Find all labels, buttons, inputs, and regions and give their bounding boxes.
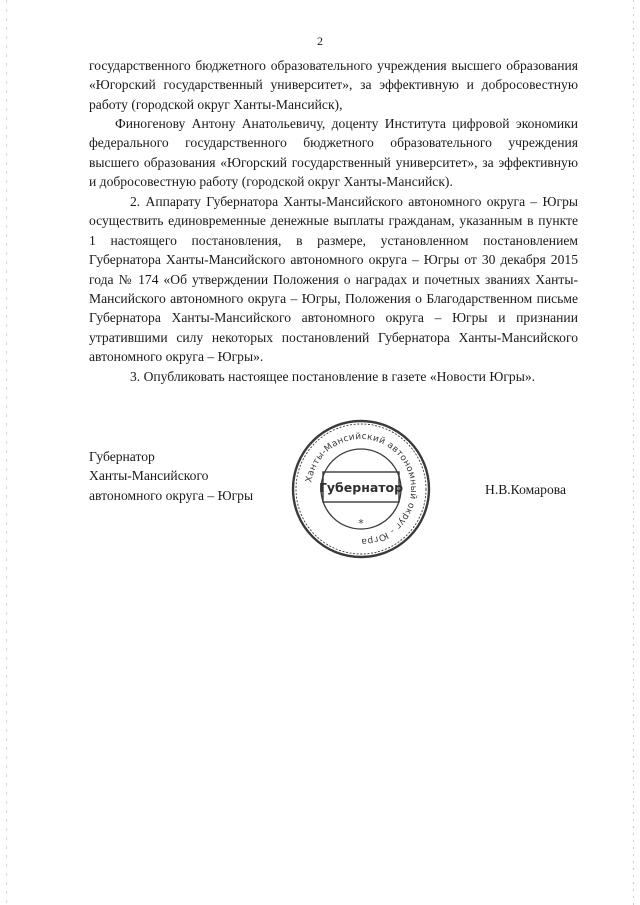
seal-center-text: Губернатор [318, 480, 404, 495]
page-number: 2 [317, 34, 323, 48]
official-seal-stamp [286, 414, 436, 564]
paragraph-finogenov: Финогенову Антону Анатольевичу, доценту Института цифровой экономики федерального государственного бюджетного образовательного учреждения высшего образования «Югорский государственный университет», за эффективную и добросовестную работу (городской округ Ханты-Мансийск). [89, 116, 578, 190]
paragraph-item-3: 3. Опубликовать настоящее постановление в газете «Новости Югры». [130, 369, 536, 384]
paragraph-award-continuation: государственного бюджетного образовательного учреждения высшего образования «Югорский государственный университет», за эффективную и добросовестную работу (городской округ Ханты-Мансийск), [89, 58, 578, 112]
signer-title: Губернатор Ханты-Мансийского автономного округа – Югры [89, 449, 254, 503]
seal-ring-text: Ханты-Мансийский автономный округ - Югра [304, 431, 419, 547]
signer-name: Н.В.Комарова [485, 482, 567, 497]
page-edge-left [6, 0, 7, 905]
page-edge-right [633, 0, 634, 905]
seal-star-icon: * [358, 517, 364, 530]
paragraph-item-2: 2. Аппарату Губернатора Ханты-Мансийского автономного округа – Югры осуществить единовременные денежные выплаты гражданам, указанным в пункте 1 настоящего постановления, в размере, установленном постановлением Губернатора Ханты-Мансийского автономного округа – Югры от 30 декабря 2015 года № 174 «Об утверждении Положения о наградах и почетных званиях Ханты-Мансийского автономного округа – Югры, Положения о Благодарственном письме Губернатора Ханты-Мансийского автономного округа – Югры и признании утратившими силу некоторых постановлений Губернатора Ханты-Мансийского автономного округа – Югры». [89, 194, 578, 365]
